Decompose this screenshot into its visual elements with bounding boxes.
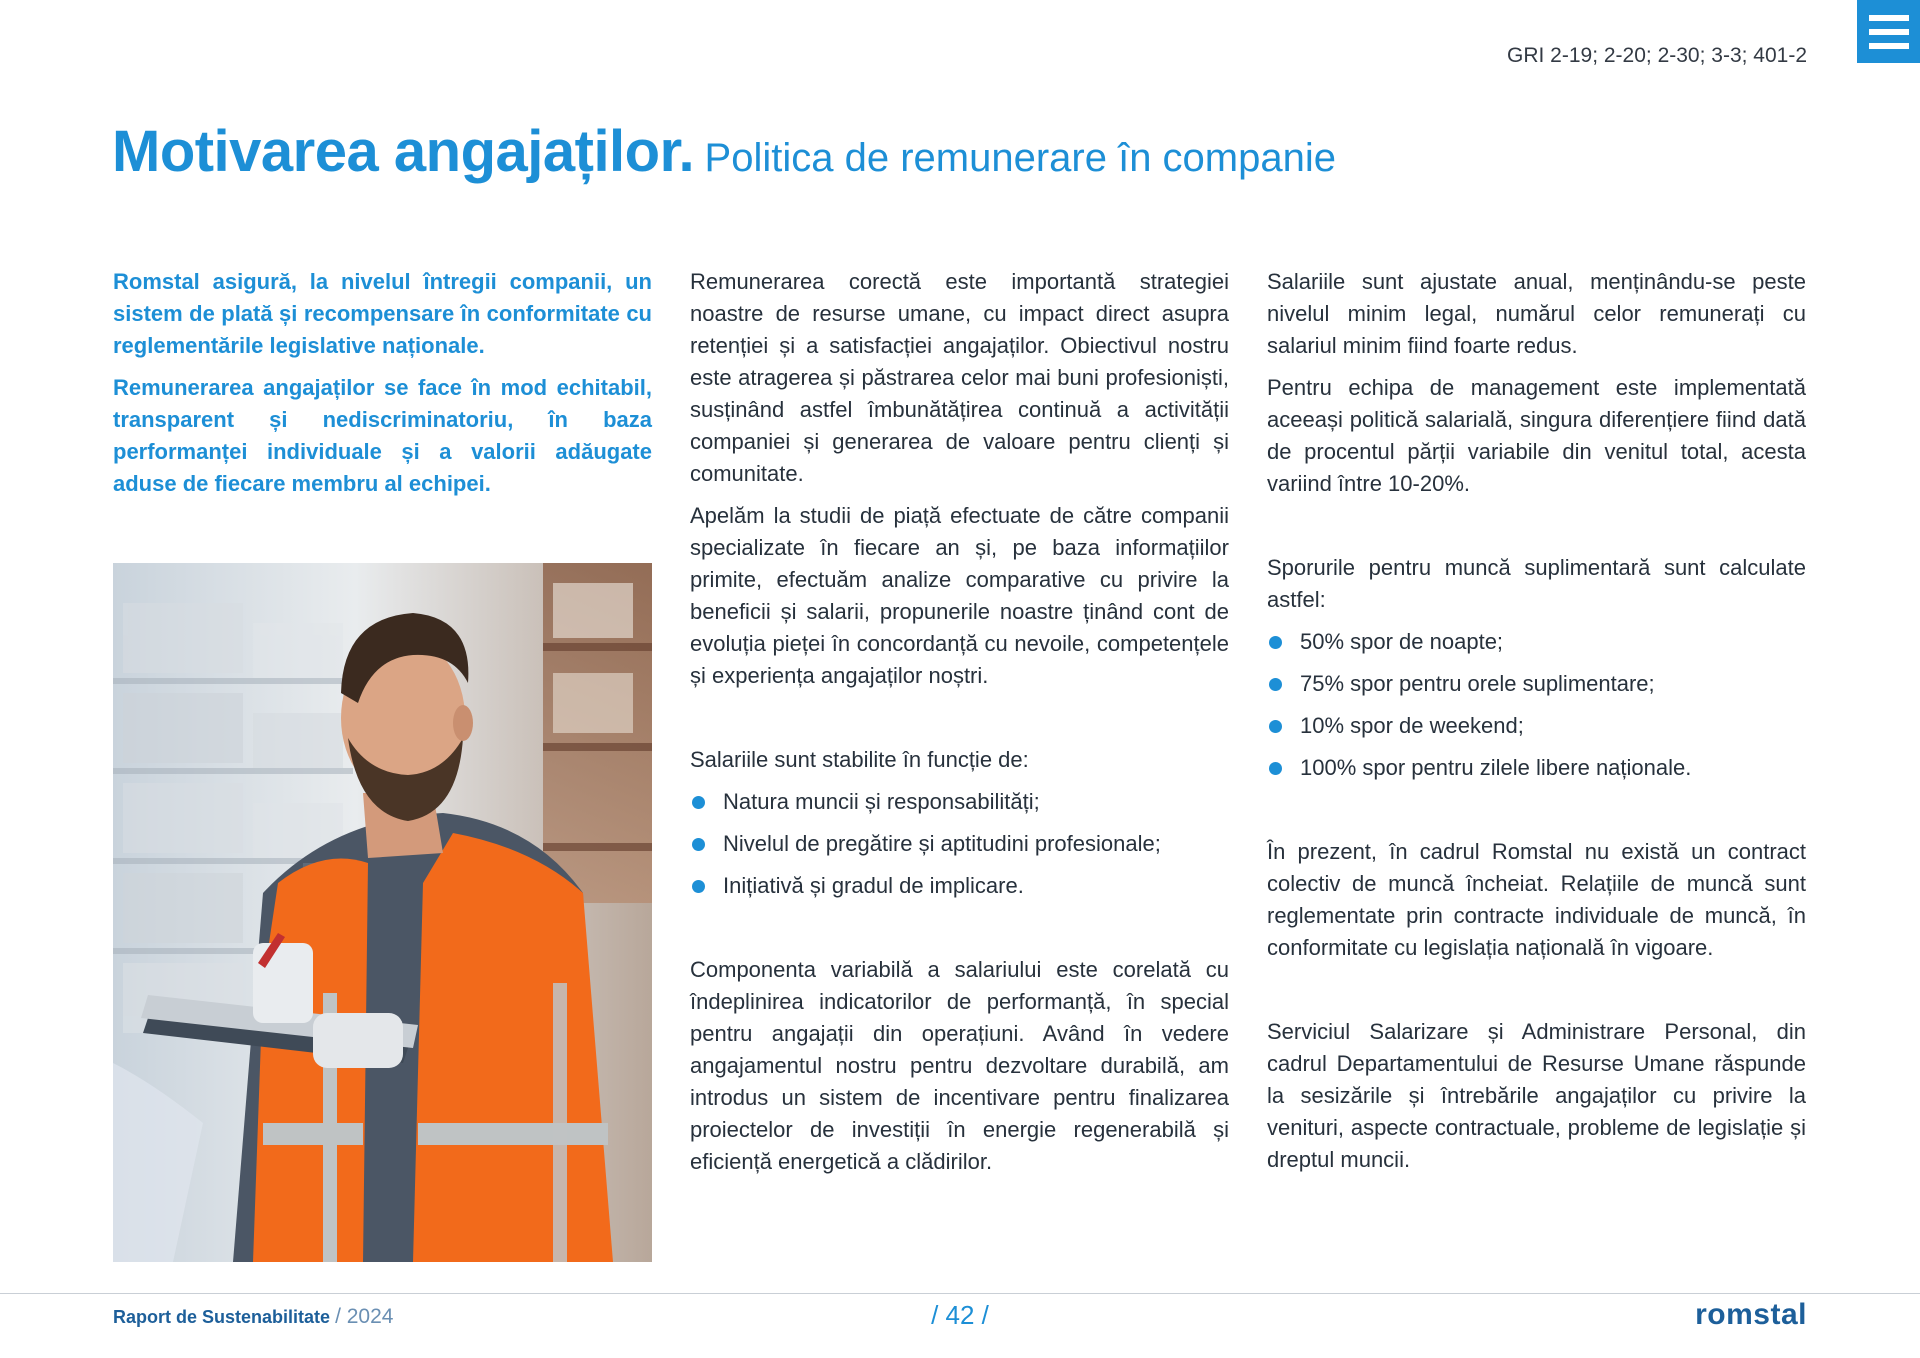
romstal-logo: romstal — [1695, 1298, 1807, 1331]
salary-criteria-list — [690, 786, 1229, 902]
menu-button[interactable] — [1857, 0, 1920, 63]
list-item: 75% spor pentru orele suplimentare; — [1267, 668, 1806, 700]
list-item: Natura muncii și responsabilități; — [690, 786, 1229, 818]
title-main: Motivarea angajaților. — [112, 119, 695, 184]
paragraph-remunerare: Remunerarea corectă este importantă strategiei noastre de resurse umane, cu impact direct asupra retenției și a satisfacției angajaților. Obiectivul nostru este atragerea și păstrarea celor mai buni profesioniști, susținând astfel îmbunătățirea continuă a activității companiei și generarea de valoare pentru clienți și comunitate. — [690, 269, 1229, 486]
paragraph-componenta-variabila: Componenta variabilă a salariului este corelată cu îndeplinirea indicatorilor de performanță, în special pentru angajații din operațiuni. Având în vedere angajamentul nostru pentru dezvoltare durabilă, am introdus un sistem de incentivare pentru finalizarea proiectelor de investiții în energie regenerabilă și eficiență energetică a clădirilor. — [690, 957, 1229, 1174]
list-item: Nivelul de pregătire și aptitudini profesionale; — [690, 828, 1229, 860]
list-item: 50% spor de noapte; — [1267, 626, 1806, 658]
list-item: Inițiativă și gradul de implicare. — [690, 870, 1229, 902]
column-right — [1267, 266, 1806, 1186]
column-left — [113, 266, 652, 510]
hamburger-menu-icon — [1869, 15, 1909, 21]
column-middle — [690, 266, 1229, 1188]
title-subtitle: Politica de remunerare în companie — [704, 136, 1336, 180]
paragraph-management: Pentru echipa de management este implementată aceeași politică salarială, singura diferențiere fiind dată de procentul părții variabile din venitul total, acesta variind între 10-20%. — [1267, 375, 1806, 496]
report-name: Raport de Sustenabilitate — [113, 1307, 331, 1327]
report-year: / 2024 — [335, 1305, 394, 1328]
paragraph-serviciul-salarizare: Serviciul Salarizare și Administrare Personal, din cadrul Departamentului de Resurse Umane răspunde la sesizările și întrebările angajaților cu privire la venituri, aspecte contractuale, probleme de legislație și dreptul muncii. — [1267, 1019, 1806, 1172]
lead-paragraph-2: Remunerarea angajaților se face în mod echitabil, transparent și nediscriminatoriu, în baza performanței individuale și a valorii adăugate aduse de fiecare membru al echipei. — [113, 375, 652, 496]
gri-reference: GRI 2-19; 2-20; 2-30; 3-3; 401-2 — [1507, 44, 1807, 67]
worker-photo — [113, 563, 652, 1262]
paragraph-ajustare-anuala: Salariile sunt ajustate anual, menținându-se peste nivelul minim legal, numărul celor remunerați cu salariul minim fiind foarte redus. — [1267, 269, 1806, 358]
paragraph-studii-piata: Apelăm la studii de piață efectuate de către companii specializate în fiecare an și, pe baza informațiilor primite, efectuăm analize comparative cu privire la beneficii și salarii, propunerile noastre ținând cont de evoluția pieței în concordanță cu nevoile, competențele și experiența angajaților noștri. — [690, 503, 1229, 688]
page-title — [112, 118, 1336, 185]
list-item: 10% spor de weekend; — [1267, 710, 1806, 742]
paragraph-sporuri: Sporurile pentru muncă suplimentară sunt calculate astfel: — [1267, 555, 1806, 612]
paragraph-salarii-criterii: Salariile sunt stabilite în funcție de: — [690, 747, 1029, 772]
list-item: 100% spor pentru zilele libere naționale. — [1267, 752, 1806, 784]
paragraph-contract-colectiv: În prezent, în cadrul Romstal nu există un contract colectiv de muncă încheiat. Relațiile de muncă sunt reglementate prin contracte individuale de muncă, în conformitate cu legislația națională în vigoare. — [1267, 839, 1806, 960]
lead-paragraph-1: Romstal asigură, la nivelul întregii companii, un sistem de plată și recompensare în conformitate cu reglementările legislative naționale. — [113, 269, 652, 358]
bonus-list — [1267, 626, 1806, 784]
page-number: / 42 / — [931, 1300, 989, 1330]
footer-divider — [0, 1293, 1920, 1294]
